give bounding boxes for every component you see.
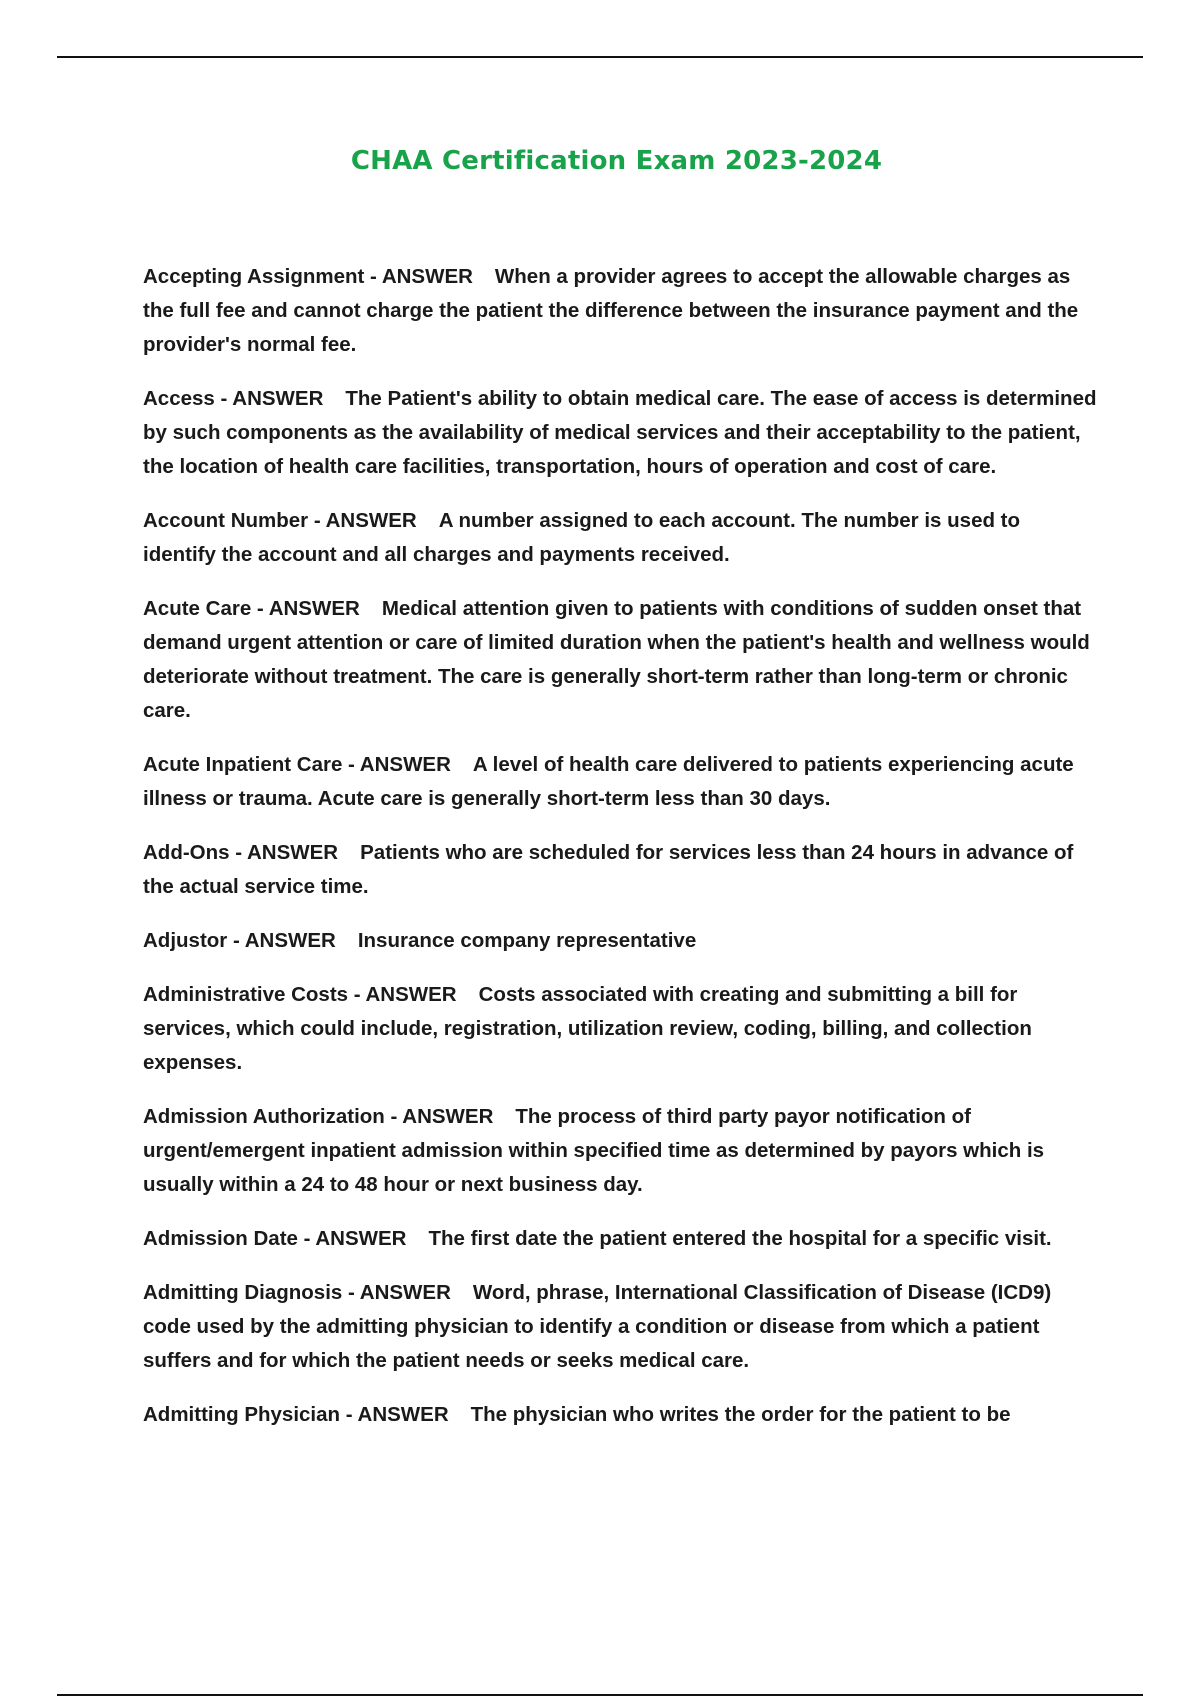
entry-definition: Insurance company representative <box>357 929 697 952</box>
glossary-entry <box>143 260 1098 362</box>
glossary-entry <box>143 978 1098 1080</box>
glossary-entry <box>143 1398 1098 1432</box>
bottom-rule <box>57 1694 1143 1696</box>
entry-term: Access - ANSWER <box>143 387 324 410</box>
entry-term: Acute Care - ANSWER <box>143 597 360 620</box>
entry-definition: A number assigned to each account. The number is used to identify the account and all charges and payments received. <box>143 509 1021 566</box>
glossary-list <box>143 260 1098 1452</box>
glossary-entry <box>143 748 1098 816</box>
entry-term: Admission Date - ANSWER <box>143 1227 407 1250</box>
entry-term: Account Number - ANSWER <box>143 509 417 532</box>
glossary-entry <box>143 592 1098 728</box>
entry-term: Admission Authorization - ANSWER <box>143 1105 494 1128</box>
entry-definition: The first date the patient entered the hospital for a specific visit. <box>428 1227 1052 1250</box>
entry-term: Acute Inpatient Care - ANSWER <box>143 753 451 776</box>
entry-definition: Patients who are scheduled for services less than 24 hours in advance of the actual service time. <box>143 841 1074 898</box>
entry-term: Administrative Costs - ANSWER <box>143 983 457 1006</box>
entry-term: Add-Ons - ANSWER <box>143 841 339 864</box>
entry-term: Accepting Assignment - ANSWER <box>143 265 473 288</box>
entry-term: Admitting Diagnosis - ANSWER <box>143 1281 451 1304</box>
glossary-entry <box>143 504 1098 572</box>
page-title: CHAA Certification Exam 2023-2024 <box>350 146 883 176</box>
glossary-entry <box>143 1100 1098 1202</box>
glossary-entry <box>143 924 1098 958</box>
entry-definition: Word, phrase, International Classification of Disease (ICD9) code used by the admitting physician to identify a condition or disease from which a patient suffers and for which the patient needs or seeks medical care. <box>143 1281 1052 1372</box>
entry-definition: Costs associated with creating and submitting a bill for services, which could include, registration, utilization review, coding, billing, and collection expenses. <box>143 983 1032 1074</box>
entry-term: Admitting Physician - ANSWER <box>143 1403 449 1426</box>
glossary-entry <box>143 836 1098 904</box>
glossary-entry <box>143 382 1098 484</box>
glossary-entry <box>143 1222 1098 1256</box>
entry-definition: The Patient's ability to obtain medical care. The ease of access is determined by such components as the availability of medical services and their acceptability to the patient, the location of health care facilities, transportation, hours of operation and cost of care. <box>143 387 1097 478</box>
entry-definition: The process of third party payor notification of urgent/emergent inpatient admission within specified time as determined by payors which is usually within a 24 to 48 hour or next business day. <box>143 1105 1045 1196</box>
entry-definition: The physician who writes the order for the patient to be <box>470 1403 1011 1426</box>
entry-definition: Medical attention given to patients with conditions of sudden onset that demand urgent attention or care of limited duration when the patient's health and wellness would deteriorate without treatment. The care is generally short-term rather than long-term or chronic care. <box>143 597 1090 722</box>
glossary-entry <box>143 1276 1098 1378</box>
entry-definition: A level of health care delivered to patients experiencing acute illness or trauma. Acute care is generally short-term less than 30 days. <box>143 753 1074 810</box>
top-rule <box>57 56 1143 58</box>
entry-term: Adjustor - ANSWER <box>143 929 336 952</box>
entry-definition: When a provider agrees to accept the allowable charges as the full fee and cannot charge the patient the difference between the insurance payment and the provider's normal fee. <box>143 265 1079 356</box>
